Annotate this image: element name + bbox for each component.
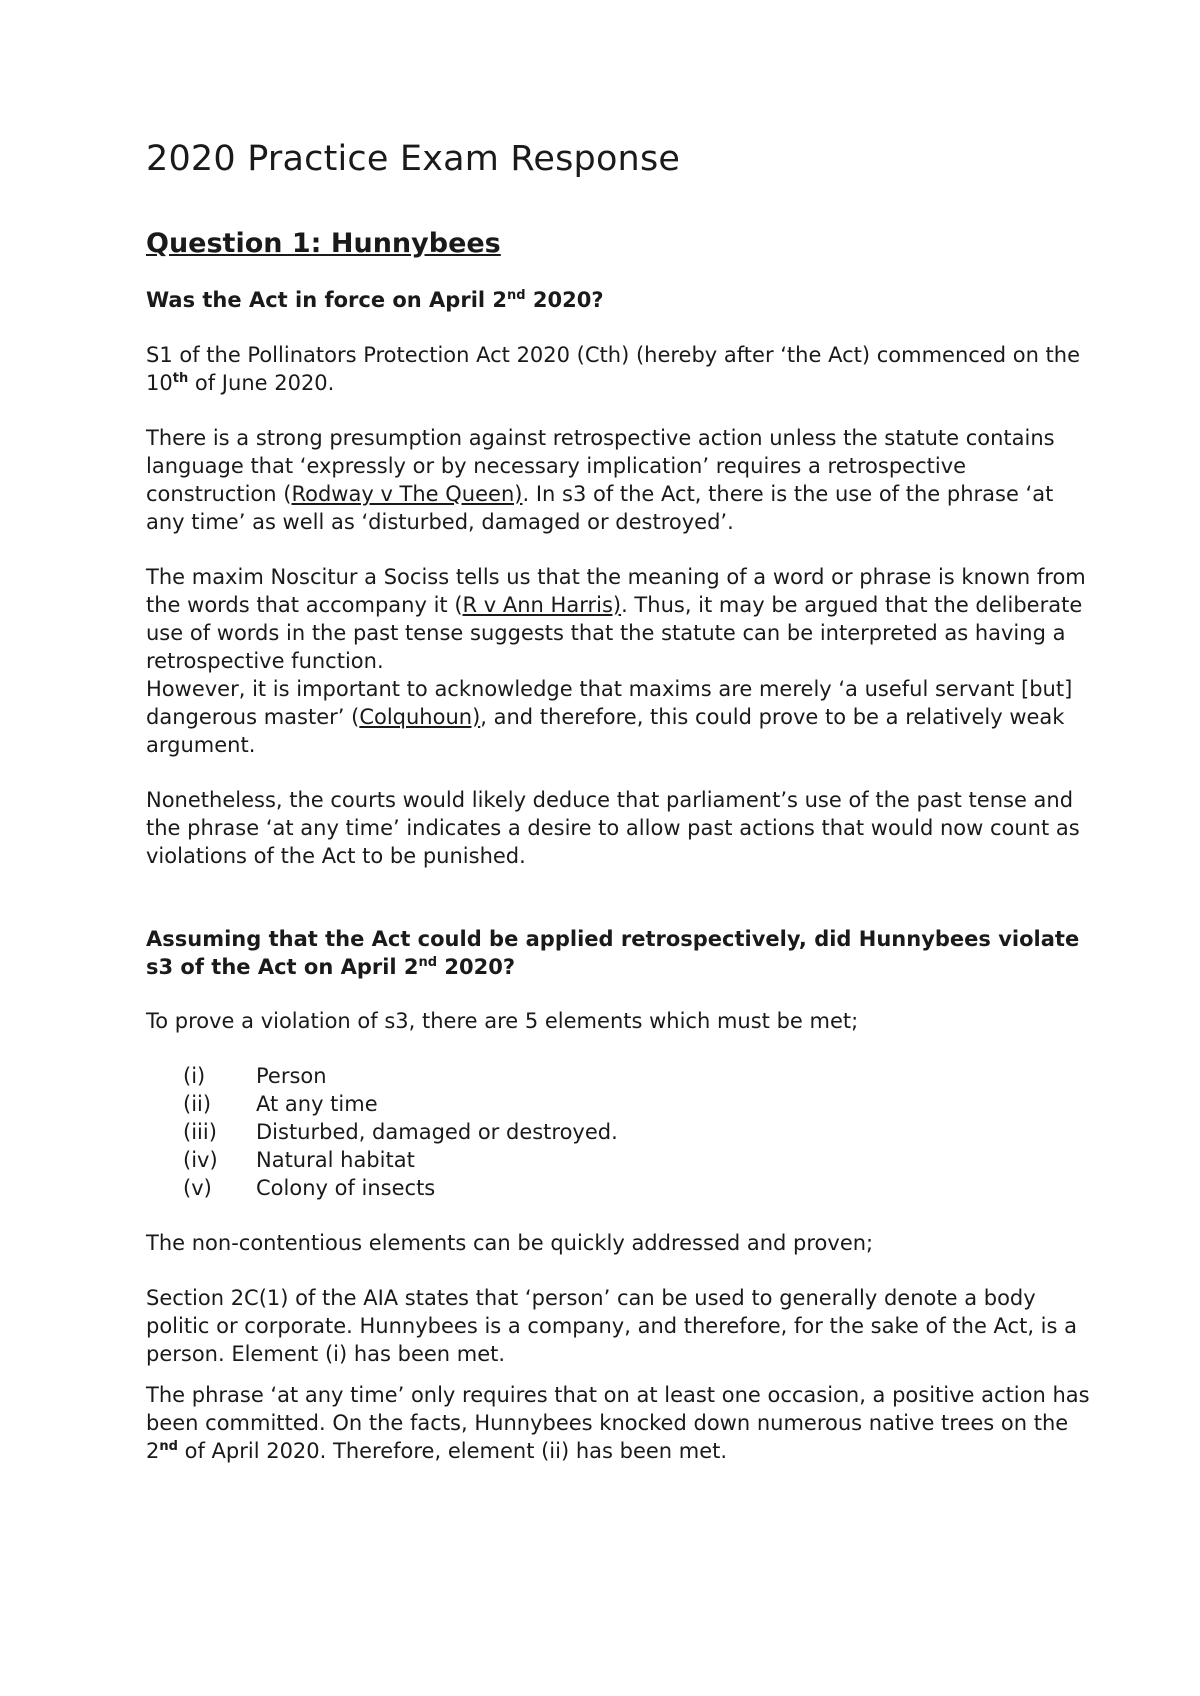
list-item: (i) Person xyxy=(183,1064,327,1089)
list-item: (iii) Disturbed, damaged or destroyed. xyxy=(183,1120,618,1145)
paragraph-presumption: There is a strong presumption against retrospective action unless the statute contains language that ‘expressly or by necessary implication’ requires a retrospective construction (Rodway v The Queen). In s3 of the Act, there is the use of the phrase ‘at any time’ as well as ‘disturbed, damaged or destroyed’. xyxy=(146,425,1055,534)
case-citation: Colquhoun) xyxy=(359,704,481,729)
section-heading-in-force: Was the Act in force on April 2nd 2020? xyxy=(146,288,604,313)
section-heading-violation: Assuming that the Act could be applied retrospectively, did Hunnybees violate s3 of the Act on April 2nd 2020? xyxy=(146,926,1080,980)
question-heading: Question 1: Hunnybees xyxy=(146,228,501,259)
document-title: 2020 Practice Exam Response xyxy=(146,139,681,179)
paragraph-person: Section 2C(1) of the AIA states that ‘person’ can be used to generally denote a body politic or corporate. Hunnybees is a company, and therefore, for the sake of the Act, is a person. Element (i) has been met. xyxy=(146,1286,1078,1367)
paragraph-elements-intro: To prove a violation of s3, there are 5 elements which must be met; xyxy=(146,1009,859,1034)
paragraph-any-time: The phrase ‘at any time’ only requires that on at least one occasion, a positive action has been committed. On the facts, Hunnybees knocked down numerous native trees on the 2nd of April 2020. Therefore, element (ii) has been met. xyxy=(146,1383,1090,1464)
paragraph-maxim-weakness: However, it is important to acknowledge that maxims are merely ‘a useful servant [but] dangerous master’ (Colquhoun), and therefore, this could prove to be a relatively weak argument. xyxy=(146,676,1073,757)
elements-list xyxy=(183,1062,1090,1202)
list-item: (ii) At any time xyxy=(183,1092,378,1117)
case-citation: R v Ann Harris) xyxy=(462,592,622,617)
paragraph-non-contentious: The non-contentious elements can be quickly addressed and proven; xyxy=(146,1231,874,1256)
paragraph-maxim: The maxim Noscitur a Sociss tells us that the meaning of a word or phrase is known from the words that accompany it (R v Ann Harris). Thus, it may be argued that the deliberate use of words in the past tense suggests that the statute can be interpreted as having a retrospective function. xyxy=(146,564,1086,673)
list-item: (iv) Natural habitat xyxy=(183,1148,415,1173)
list-item: (v) Colony of insects xyxy=(183,1176,436,1201)
case-citation: Rodway v The Queen) xyxy=(291,481,523,506)
paragraph-commencement: S1 of the Pollinators Protection Act 2020 (Cth) (hereby after ‘the Act) commenced on the 10th of June 2020. xyxy=(146,342,1081,395)
paragraph-conclusion: Nonetheless, the courts would likely deduce that parliament’s use of the past tense and the phrase ‘at any time’ indicates a desire to allow past actions that would now count as violations of the Act to be punished. xyxy=(146,787,1080,868)
